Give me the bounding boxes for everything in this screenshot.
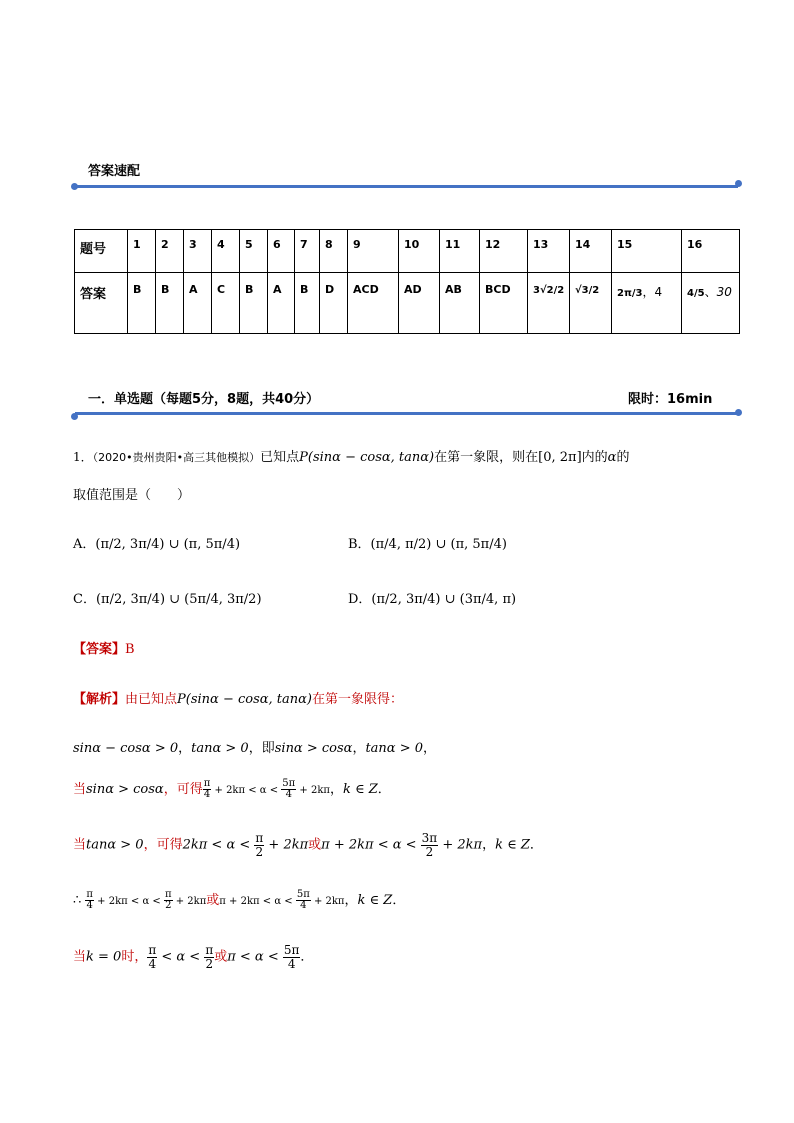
analysis-text: 或 [308, 837, 322, 853]
option-d[interactable]: D．(π/2, 3π/4) ∪ (3π/4, π) [348, 592, 517, 607]
analysis-text: 在第一象限得： [312, 692, 404, 707]
answer-13: 3√2/2 [533, 285, 565, 296]
answer-15-sep: ， [642, 285, 655, 299]
analysis-step-2: 当sinα > cosα，可得 $\frac{\pi}{4}$ + 2kπ < α < $\frac{5\pi}{4}$ + 2kπ，k ∈ Z． [73, 777, 391, 800]
time-limit: 限时：16min [628, 392, 713, 407]
rule-end-dot [735, 180, 742, 187]
interval-expression: [0, 2π] [538, 450, 582, 465]
table-cell: 8 [320, 230, 348, 273]
math-expression: k ∈ Z [357, 893, 393, 908]
question-number: 1． [73, 450, 93, 464]
table-header-answer: 答案 [75, 273, 128, 334]
table-header-number: 题号 [75, 230, 128, 273]
analysis-text: 即 [261, 741, 275, 756]
analysis-step-5: 当k = 0时， $\frac{\pi}{4}$ < α < $\frac{\pi}{2}$ 或π < α < $\frac{5\pi}{4}$ ． [73, 943, 314, 971]
answer-value: B [125, 642, 135, 657]
answer-16-value: 30 [716, 285, 732, 299]
table-cell: B [295, 273, 320, 334]
analysis-step-1: sinα − cosα > 0，tanα > 0，即sinα > cosα，tanα > 0， [73, 741, 437, 756]
answer-14: √3/2 [575, 285, 600, 296]
analysis-step-4: ∴ $\frac{\pi}{4}$ + 2kπ < α < $\frac{\pi}{2}$ + 2kπ或π + 2kπ < α < $\frac{5\pi}{4}$ + 2kπ，k ∈ Z． [73, 888, 406, 911]
option-b[interactable]: B．(π/4, π/2) ∪ (π, 5π/4) [348, 537, 507, 552]
math-expression: tanα > 0 [191, 741, 249, 756]
analysis-text: 当 [73, 782, 87, 797]
question-source: （2020•贵州贵阳•高三其他模拟） [92, 451, 261, 464]
table-cell: A [268, 273, 295, 334]
table-row-numbers [75, 230, 740, 273]
analysis-text: 当 [73, 949, 87, 965]
table-cell: 10 [399, 230, 440, 273]
table-cell [612, 273, 682, 334]
analysis-text: 可得 [156, 837, 183, 853]
table-cell: D [320, 273, 348, 334]
analysis-text: 时， [121, 949, 148, 965]
answer-16-frac: 4/5 [687, 288, 705, 299]
alpha-symbol: α [607, 450, 617, 465]
question-text: 在第一象限，则在 [434, 450, 539, 465]
table-cell: 2 [156, 230, 184, 273]
analysis-label: 【解析】 [73, 692, 126, 707]
table-cell: 3 [184, 230, 212, 273]
fraction: $\frac{3\pi}{2}$ [421, 831, 438, 859]
table-cell: 6 [268, 230, 295, 273]
table-cell: BCD [480, 273, 528, 334]
math-expression: k ∈ Z [495, 837, 530, 853]
analysis-text: 当 [73, 837, 87, 853]
fraction: $\frac{\pi}{2}$ [205, 943, 214, 971]
fraction: $\frac{\pi}{4}$ [203, 777, 211, 800]
table-cell: ACD [348, 273, 399, 334]
table-cell [682, 273, 740, 334]
table-cell: 1 [128, 230, 156, 273]
section-rule [75, 185, 738, 188]
option-c[interactable]: C．(π/2, 3π/4) ∪ (5π/4, 3π/2) [73, 592, 262, 607]
analysis-text: 可得 [176, 782, 203, 797]
answer-15-frac: 2π/3 [617, 288, 643, 299]
table-cell: 11 [440, 230, 480, 273]
point-expression: P(sinα − cosα, tanα) [299, 450, 435, 465]
therefore-symbol: ∴ [73, 893, 82, 908]
fraction: $\frac{\pi}{4}$ [148, 943, 157, 971]
fraction: $\frac{\pi}{4}$ [86, 888, 93, 911]
analysis-text: 或 [206, 893, 220, 908]
table-cell: 4 [212, 230, 240, 273]
analysis-intro [73, 688, 403, 707]
math-expression: sinα > cosα [86, 782, 164, 797]
table-cell [528, 273, 570, 334]
table-cell: B [240, 273, 268, 334]
section-title-single-choice: 一．单选题（每题5分，8题，共40分） [88, 392, 320, 407]
answer-line [73, 638, 135, 657]
answer-label: 【答案】 [73, 642, 126, 657]
analysis-text: 或 [214, 949, 228, 965]
answer-15-value: 4 [654, 285, 663, 299]
fraction: $\frac{\pi}{2}$ [164, 888, 172, 911]
table-cell: 12 [480, 230, 528, 273]
table-cell: AD [399, 273, 440, 334]
table-cell: AB [440, 273, 480, 334]
answer-table [74, 229, 740, 334]
table-cell [570, 273, 612, 334]
table-cell: 16 [682, 230, 740, 273]
answer-16-sep: 、 [704, 285, 717, 299]
point-expression: P(sinα − cosα, tanα) [177, 692, 313, 707]
math-expression: tanα > 0 [86, 837, 144, 853]
analysis-text: 由已知点 [125, 692, 178, 707]
table-cell: B [128, 273, 156, 334]
table-cell: 15 [612, 230, 682, 273]
table-cell: 7 [295, 230, 320, 273]
section-title-answer-key: 答案速配 [88, 164, 141, 179]
question-1-line-2: 取值范围是（ ） [73, 488, 191, 503]
table-cell: 14 [570, 230, 612, 273]
table-cell: B [156, 273, 184, 334]
table-cell: C [212, 273, 240, 334]
question-text: 的 [616, 450, 630, 465]
fraction: $\frac{5\pi}{4}$ [283, 943, 300, 971]
math-expression: sinα > cosα [274, 741, 353, 756]
option-a[interactable]: A．(π/2, 3π/4) ∪ (π, 5π/4) [73, 537, 241, 552]
table-cell: 5 [240, 230, 268, 273]
fraction: $\frac{\pi}{2}$ [255, 831, 264, 859]
table-row-answers [75, 273, 740, 334]
question-text: 已知点 [260, 450, 300, 465]
math-expression: tanα > 0 [365, 741, 424, 756]
question-text: 内的 [581, 450, 608, 465]
table-cell: 9 [348, 230, 399, 273]
fraction: $\frac{5\pi}{4}$ [296, 888, 310, 911]
rule-end-dot [735, 409, 742, 416]
section-rule [75, 412, 738, 415]
analysis-step-3: 当tanα > 0，可得2kπ < α < $\frac{\pi}{2}$ + 2kπ或π + 2kπ < α < $\frac{3\pi}{2}$ + 2kπ，k ∈ Z． [73, 831, 543, 859]
math-expression: sinα − cosα > 0 [73, 741, 179, 756]
question-1-line-1 [73, 446, 629, 465]
fraction: $\frac{5\pi}{4}$ [282, 777, 296, 800]
table-cell: A [184, 273, 212, 334]
math-expression: k = 0 [86, 949, 122, 965]
table-cell: 13 [528, 230, 570, 273]
math-expression: k ∈ Z [342, 782, 378, 797]
